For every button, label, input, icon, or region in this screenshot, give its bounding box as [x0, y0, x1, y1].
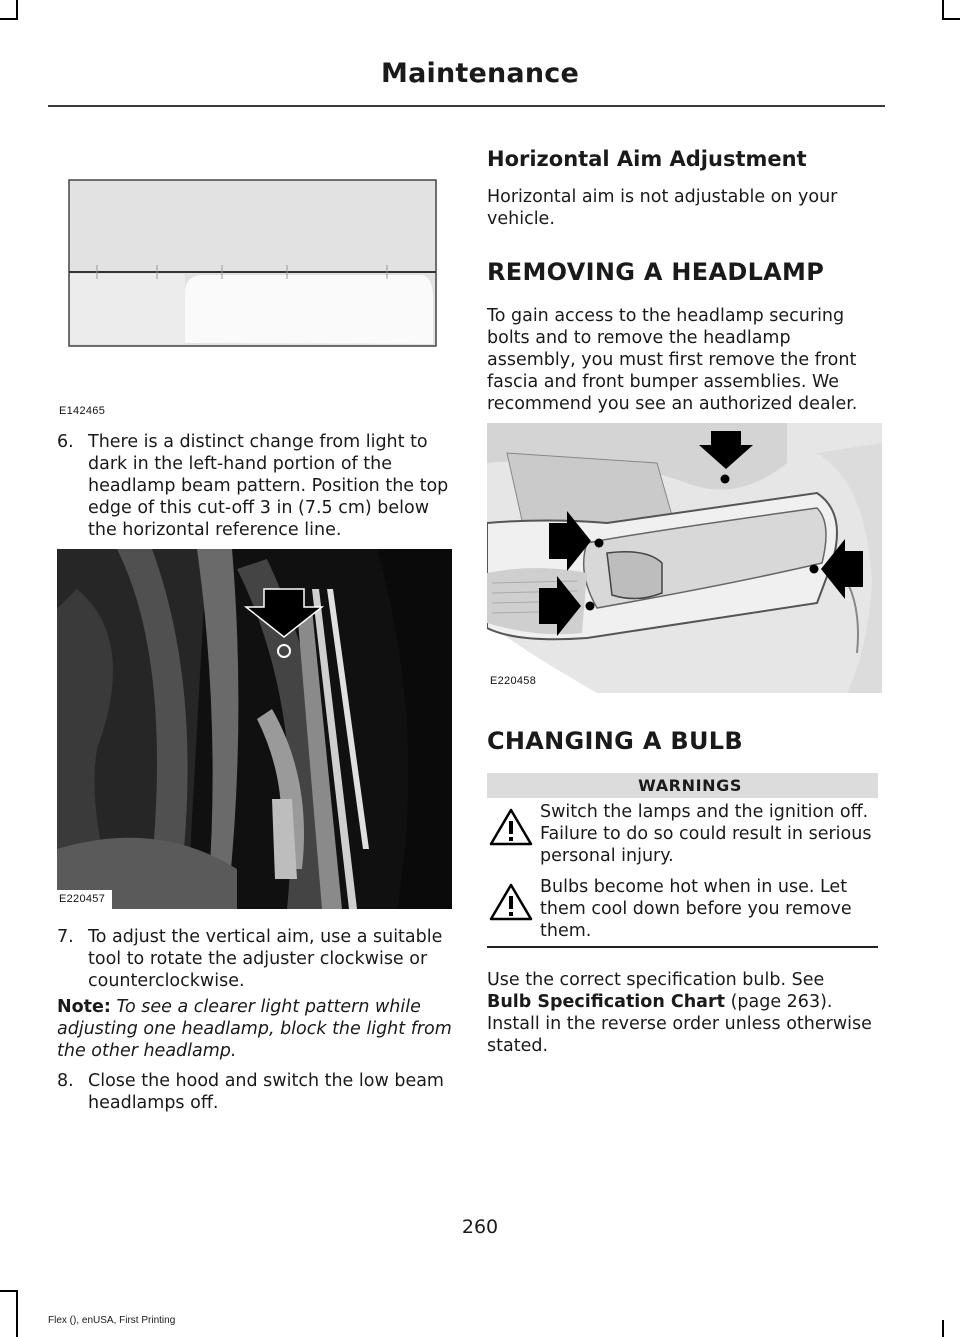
- figure-code: E220457: [59, 893, 106, 905]
- step-8: [57, 1070, 452, 1114]
- figure-beam-screen: [57, 165, 452, 395]
- step-6: [57, 431, 452, 541]
- crop-mark: [942, 0, 944, 20]
- page-number: 260: [461, 1216, 499, 1238]
- step-number: 8.: [57, 1071, 74, 1091]
- step-number: 7.: [57, 927, 74, 947]
- warnings-divider: [487, 946, 878, 948]
- crop-mark: [16, 1290, 18, 1337]
- warnings-label: WARNINGS: [638, 776, 742, 795]
- page-title: Maintenance: [381, 58, 579, 89]
- step-text: To adjust the vertical aim, use a suitable tool to rotate the adjuster clockwise or counterclockwise.: [88, 927, 443, 991]
- crop-mark: [942, 18, 960, 20]
- step-text: Close the hood and switch the low beam headlamps off.: [88, 1071, 444, 1113]
- figure-headlamp-adjuster: [57, 549, 452, 909]
- paragraph-bulb-spec: [487, 969, 882, 1057]
- warning-text: Switch the lamps and the ignition off. Failure to do so could result in serious personal injury.: [540, 802, 872, 866]
- figure-code: E220458: [490, 675, 537, 687]
- step-text: There is a distinct change from light to dark in the left-hand portion of the headlamp beam pattern. Position the top edge of this cut-off 3 in (7.5 cm) below the horizontal reference line.: [88, 432, 449, 540]
- spec-page-ref: (page 263).: [730, 992, 833, 1012]
- warning-text: Bulbs become hot when in use. Let them cool down before you remove them.: [540, 877, 852, 941]
- warning-triangle-icon: [489, 882, 533, 922]
- crop-mark: [16, 0, 18, 20]
- figure-headlamp-removal: [487, 423, 882, 693]
- note: [57, 996, 452, 1062]
- warning-item: [487, 876, 880, 942]
- header-divider: [48, 105, 885, 107]
- edition-footer: Flex (), enUSA, First Printing: [48, 1315, 176, 1326]
- note-text: To see a clearer light pattern while adjusting one headlamp, block the light from the other headlamp.: [57, 997, 452, 1061]
- paragraph-horizontal-aim: Horizontal aim is not adjustable on your vehicle.: [487, 187, 838, 229]
- bulb-spec-chart-link[interactable]: Bulb Specification Chart: [487, 992, 725, 1012]
- section-heading-horizontal-aim: Horizontal Aim Adjustment: [487, 147, 807, 171]
- step-7: [57, 926, 452, 992]
- crop-mark: [0, 18, 18, 20]
- section-heading-changing-bulb: CHANGING A BULB: [487, 727, 743, 755]
- crop-mark: [942, 1320, 944, 1337]
- figure-code: E142465: [59, 405, 106, 417]
- warnings-header: [487, 773, 878, 798]
- warning-triangle-icon: [489, 807, 533, 847]
- crop-mark: [0, 1290, 18, 1292]
- note-label: Note:: [57, 997, 111, 1017]
- spec-text: Use the correct specification bulb. See: [487, 970, 825, 990]
- section-heading-removing-headlamp: REMOVING A HEADLAMP: [487, 258, 825, 286]
- warning-item: [487, 801, 880, 871]
- step-number: 6.: [57, 432, 74, 452]
- paragraph-removing-headlamp: To gain access to the headlamp securing bolts and to remove the headlamp assembly, you must first remove the front fascia and front bumper assemblies. We recommend you see an authorized dealer.: [487, 306, 858, 414]
- spec-text-post: Install in the reverse order unless otherwise stated.: [487, 1014, 872, 1056]
